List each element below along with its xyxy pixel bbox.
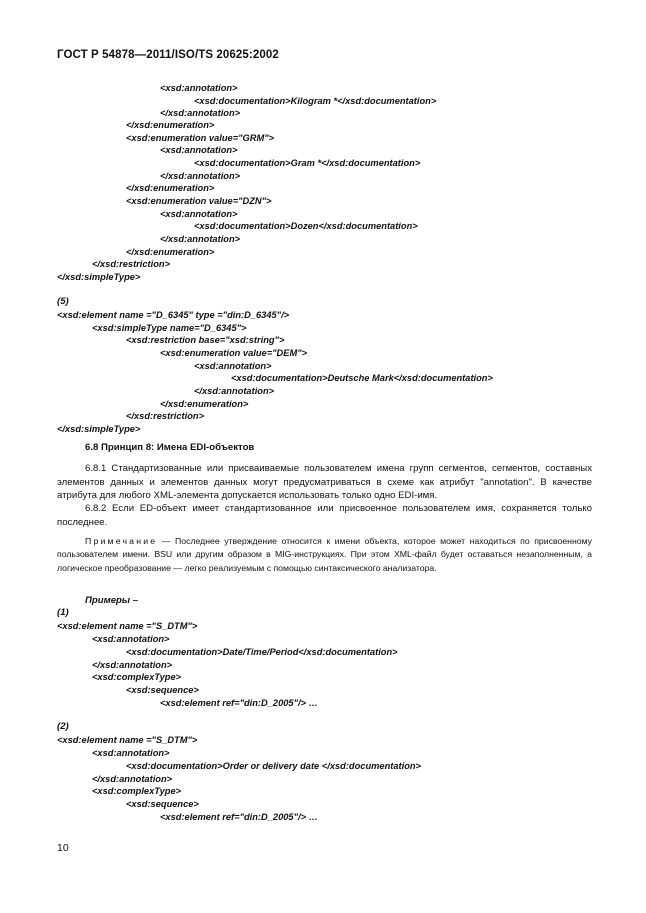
code-line: <xsd:element ref="din:D_2005"/> …: [160, 698, 318, 708]
page-number: 10: [57, 842, 69, 854]
code-line: <xsd:sequence>: [126, 799, 199, 809]
code-line: </xsd:enumeration>: [126, 120, 215, 130]
code-line: <xsd:documentation>Date/Time/Period</xsd:documentation>: [126, 647, 398, 657]
example-number: (5): [57, 296, 69, 307]
note-paragraph: [57, 535, 592, 575]
code-line: <xsd:annotation>: [194, 361, 272, 371]
code-line: <xsd:sequence>: [126, 685, 199, 695]
note-label: Примечание: [85, 536, 158, 546]
document-header: ГОСТ Р 54878—2011/ISO/TS 20625:2002: [57, 49, 279, 61]
code-line: <xsd:annotation>: [92, 634, 170, 644]
examples-heading: Примеры –: [85, 595, 139, 606]
code-line: <xsd:element name ="S_DTM">: [57, 735, 198, 745]
note-text: — Последнее утверждение относится к имени объекта, которое может находиться по присвоенному пользователем имени. BSU или другим образом в MIG-инструкциях. При этом XML-файл будет оставаться незаполненным, а логическое преобразование — легко реализуемым с помощью синтаксического анализатора.: [57, 536, 592, 573]
code-line: </xsd:simpleType>: [57, 272, 141, 282]
paragraph-6-8-1: 6.8.1 Стандартизованные или присваиваемые пользователем имена групп сегментов, сегментов, составных элементов данных и элементов данных могут предусматриваться в схеме как атрибут "annotation". В качестве атрибута для любого XML-элемента допускается использовать только одно EDI-имя.: [57, 463, 592, 501]
code-line: <xsd:element name ="S_DTM">: [57, 621, 198, 631]
code-line: <xsd:element ref="din:D_2005"/> …: [160, 812, 318, 822]
code-line: <xsd:documentation>Order or delivery date </xsd:documentation>: [126, 761, 421, 771]
code-line: </xsd:annotation>: [160, 108, 241, 118]
code-line: </xsd:restriction>: [126, 411, 205, 421]
code-line: <xsd:documentation>Gram *</xsd:documentation>: [194, 158, 421, 168]
code-line: </xsd:annotation>: [160, 234, 241, 244]
code-line: <xsd:annotation>: [160, 145, 238, 155]
code-line: <xsd:annotation>: [92, 748, 170, 758]
code-line: <xsd:enumeration value="GRM">: [126, 133, 275, 143]
code-line: <xsd:documentation>Kilogram *</xsd:documentation>: [194, 96, 437, 106]
code-line: </xsd:annotation>: [194, 386, 275, 396]
code-line: <xsd:complexType>: [92, 786, 182, 796]
code-line: <xsd:restriction base="xsd:string">: [126, 335, 285, 345]
code-line: </xsd:annotation>: [160, 171, 241, 181]
code-line: <xsd:documentation>Dozen</xsd:documentation>: [194, 221, 418, 231]
code-line: <xsd:simpleType name="D_6345">: [92, 323, 247, 333]
code-line: <xsd:enumeration value="DEM">: [160, 348, 308, 358]
code-line: <xsd:complexType>: [92, 672, 182, 682]
example-number: (1): [57, 607, 69, 618]
code-line: <xsd:documentation>Deutsche Mark</xsd:documentation>: [231, 373, 493, 383]
example-number: (2): [57, 721, 69, 732]
paragraph-6-8-2: 6.8.2 Если ED-объект имеет стандартизованное или присвоенное пользователем имя, сохраняется только последнее.: [57, 503, 592, 528]
code-line: </xsd:annotation>: [92, 774, 173, 784]
code-line: </xsd:simpleType>: [57, 424, 141, 434]
code-line: <xsd:annotation>: [160, 209, 238, 219]
code-line: <xsd:annotation>: [160, 83, 238, 93]
code-line: </xsd:annotation>: [92, 660, 173, 670]
code-line: </xsd:restriction>: [92, 259, 171, 269]
code-line: </xsd:enumeration>: [160, 399, 249, 409]
code-line: </xsd:enumeration>: [126, 183, 215, 193]
code-line: </xsd:enumeration>: [126, 247, 215, 257]
section-heading: 6.8 Принцип 8: Имена EDI-объектов: [85, 442, 255, 453]
code-line: <xsd:element name ="D_6345" type ="din:D_6345"/>: [57, 310, 290, 320]
code-line: <xsd:enumeration value="DZN">: [126, 196, 272, 206]
